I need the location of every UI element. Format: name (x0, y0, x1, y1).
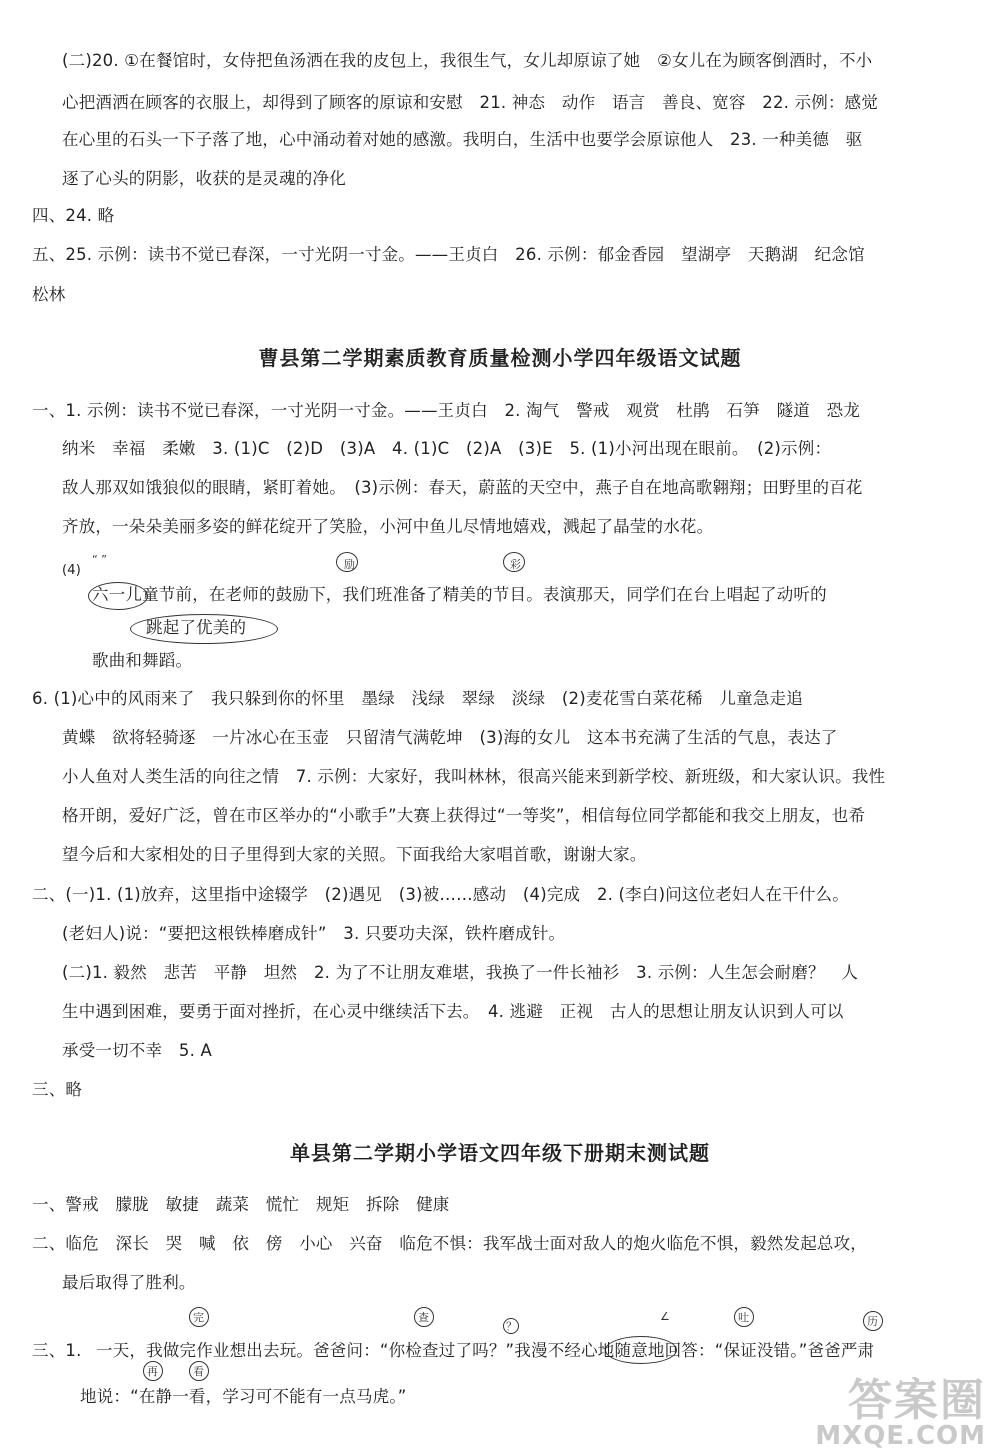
text-line: 生中遇到困难，要勇于面对挫折，在心灵中继续活下去。 4. 逃避 正视 古人的思想让朋友认识到人可以 (62, 1002, 844, 1021)
question-label: 三、1. (32, 1341, 82, 1360)
text-line: 一天，我做完作业想出去玩。爸爸问：“你检查过了吗？”我漫不经心地随意地回答：“保证没错。”爸爸严肃 (96, 1341, 875, 1360)
text-line: 纳米 幸福 柔嫩 3. (1)C (2)D (3)A 4. (1)C (2)A (3)E 5. (1)小河出现在眼前。 (2)示例： (62, 439, 832, 458)
text-line: 地说：“在静一看，学习可不能有一点马虎。” (80, 1387, 407, 1406)
text-line: 黄蝶 欲将轻骑逐 一片冰心在玉壶 只留清气满乾坤 (3)海的女儿 这本书充满了生活的气息，表达了 (62, 728, 838, 747)
correction-mark: 再 (147, 1365, 158, 1378)
correction-circle (336, 552, 358, 572)
text-line: (二)1. 毅然 悲苦 平静 坦然 2. 为了不让朋友难堪，我换了一件长袖衫 3. 示例：人生怎会耐磨？ 人 (62, 963, 859, 982)
correction-mark: ∠ (660, 1310, 670, 1323)
correction-mark: 彩 (510, 558, 521, 571)
text-line: 五、25. 示例：读书不觉已春深，一寸光阴一寸金。——王贞白 26. 示例：郁金香园 望湖亭 天鹅湖 纪念馆 (32, 245, 865, 264)
text-line: 小人鱼对人类生活的向往之情 7. 示例：大家好，我叫林林，很高兴能来到新学校、新班级，和大家认识。我性 (62, 767, 886, 786)
section-title: 单县第二学期小学语文四年级下册期末测试题 (290, 1141, 710, 1165)
text-line: 敌人那双如饿狼似的眼睛，紧盯着她。 (3)示例：春天，蔚蓝的天空中，燕子自在地高歌翱翔；田野里的百花 (62, 478, 863, 497)
text-line: 一、警戒 朦胧 敏捷 蔬菜 慌忙 规矩 拆除 健康 (32, 1195, 450, 1214)
correction-mark: 完 (193, 1311, 204, 1324)
text-line: 在心里的石头一下子落了地，心中涌动着对她的感激。我明白，生活中也要学会原谅他人 23. 一种美德 驱 (62, 130, 863, 149)
correction-mark: ？ (506, 1320, 517, 1333)
correction-mark: 吐 (738, 1311, 749, 1324)
correction-mark: 励 (344, 558, 355, 571)
text-line: 歌曲和舞蹈。 (92, 651, 193, 670)
text-line: 6. (1)心中的风雨来了 我只躲到你的怀里 墨绿 浅绿 翠绿 淡绿 (2)麦花雪白菜花稀 儿童急走追 (32, 689, 803, 708)
text-line: 四、24. 略 (32, 206, 115, 225)
correction-mark: 看 (193, 1365, 204, 1378)
watermark (815, 1375, 986, 1451)
text-line: 格开朗，爱好广泛，曾在市区举办的“小歌手”大赛上获得过“一等奖”，相信每位同学都能和我交上朋友，也希 (62, 806, 866, 825)
text-line: (二)20. ①在餐馆时，女侍把鱼汤洒在我的皮包上，我很生气，女儿却原谅了她 ②女儿在为顾客倒酒时，不小 (62, 51, 873, 70)
watermark-logo: 答案圈 (848, 1375, 986, 1426)
text-line: 松林 (32, 285, 66, 304)
text-line: (老妇人)说：“要把这根铁棒磨成针” 3. 只要功夫深，铁杵磨成针。 (62, 924, 566, 943)
text-line: 三、略 (32, 1080, 83, 1099)
text-line: 六一儿童节前，在老师的鼓励下，我们班准备了精美的节目。表演那天，同学们在台上唱起了动听的 (92, 585, 827, 604)
text-line: 一、1. 示例：读书不觉已春深，一寸光阴一寸金。——王贞白 2. 淘气 警戒 观赏 杜鹃 石笋 隧道 恐龙 (32, 401, 861, 420)
text-line: 二、(一)1. (1)放弃，这里指中途辍学 (2)遇见 (3)被……感动 (4)完成 2. (李白)问这位老妇人在干什么。 (32, 885, 849, 904)
correction-mark: “ ” (92, 553, 107, 566)
text-line: 齐放，一朵朵美丽多姿的鲜花绽开了笑脸，小河中鱼儿尽情地嬉戏，溅起了晶莹的水花。 (62, 517, 714, 536)
text-line: 望今后和大家相处的日子里得到大家的关照。下面我给大家唱首歌，谢谢大家。 (62, 845, 647, 864)
text-line: 心把酒洒在顾客的衣服上，却得到了顾客的原谅和安慰 21. 神态 动作 语言 善良、宽容 22. 示例：感觉 (62, 93, 879, 112)
correction-circle (503, 552, 525, 572)
question-label: (4) (62, 563, 82, 578)
correction-insert: 跳起了优美的 (146, 618, 247, 637)
watermark-url: MXQE.COM (815, 1421, 986, 1451)
text-line: 逐了心头的阴影，收获的是灵魂的净化 (62, 169, 346, 188)
section-title: 曹县第二学期素质教育质量检测小学四年级语文试题 (258, 346, 742, 370)
text-line: 最后取得了胜利。 (62, 1273, 196, 1292)
correction-mark: 查 (418, 1311, 429, 1324)
text-line: 二、临危 深长 哭 喊 依 傍 小心 兴奋 临危不惧：我军战士面对敌人的炮火临危不惧，毅然发起总攻， (32, 1234, 867, 1253)
text-line: 承受一切不幸 5. A (62, 1041, 212, 1060)
correction-mark: 历 (867, 1315, 878, 1328)
